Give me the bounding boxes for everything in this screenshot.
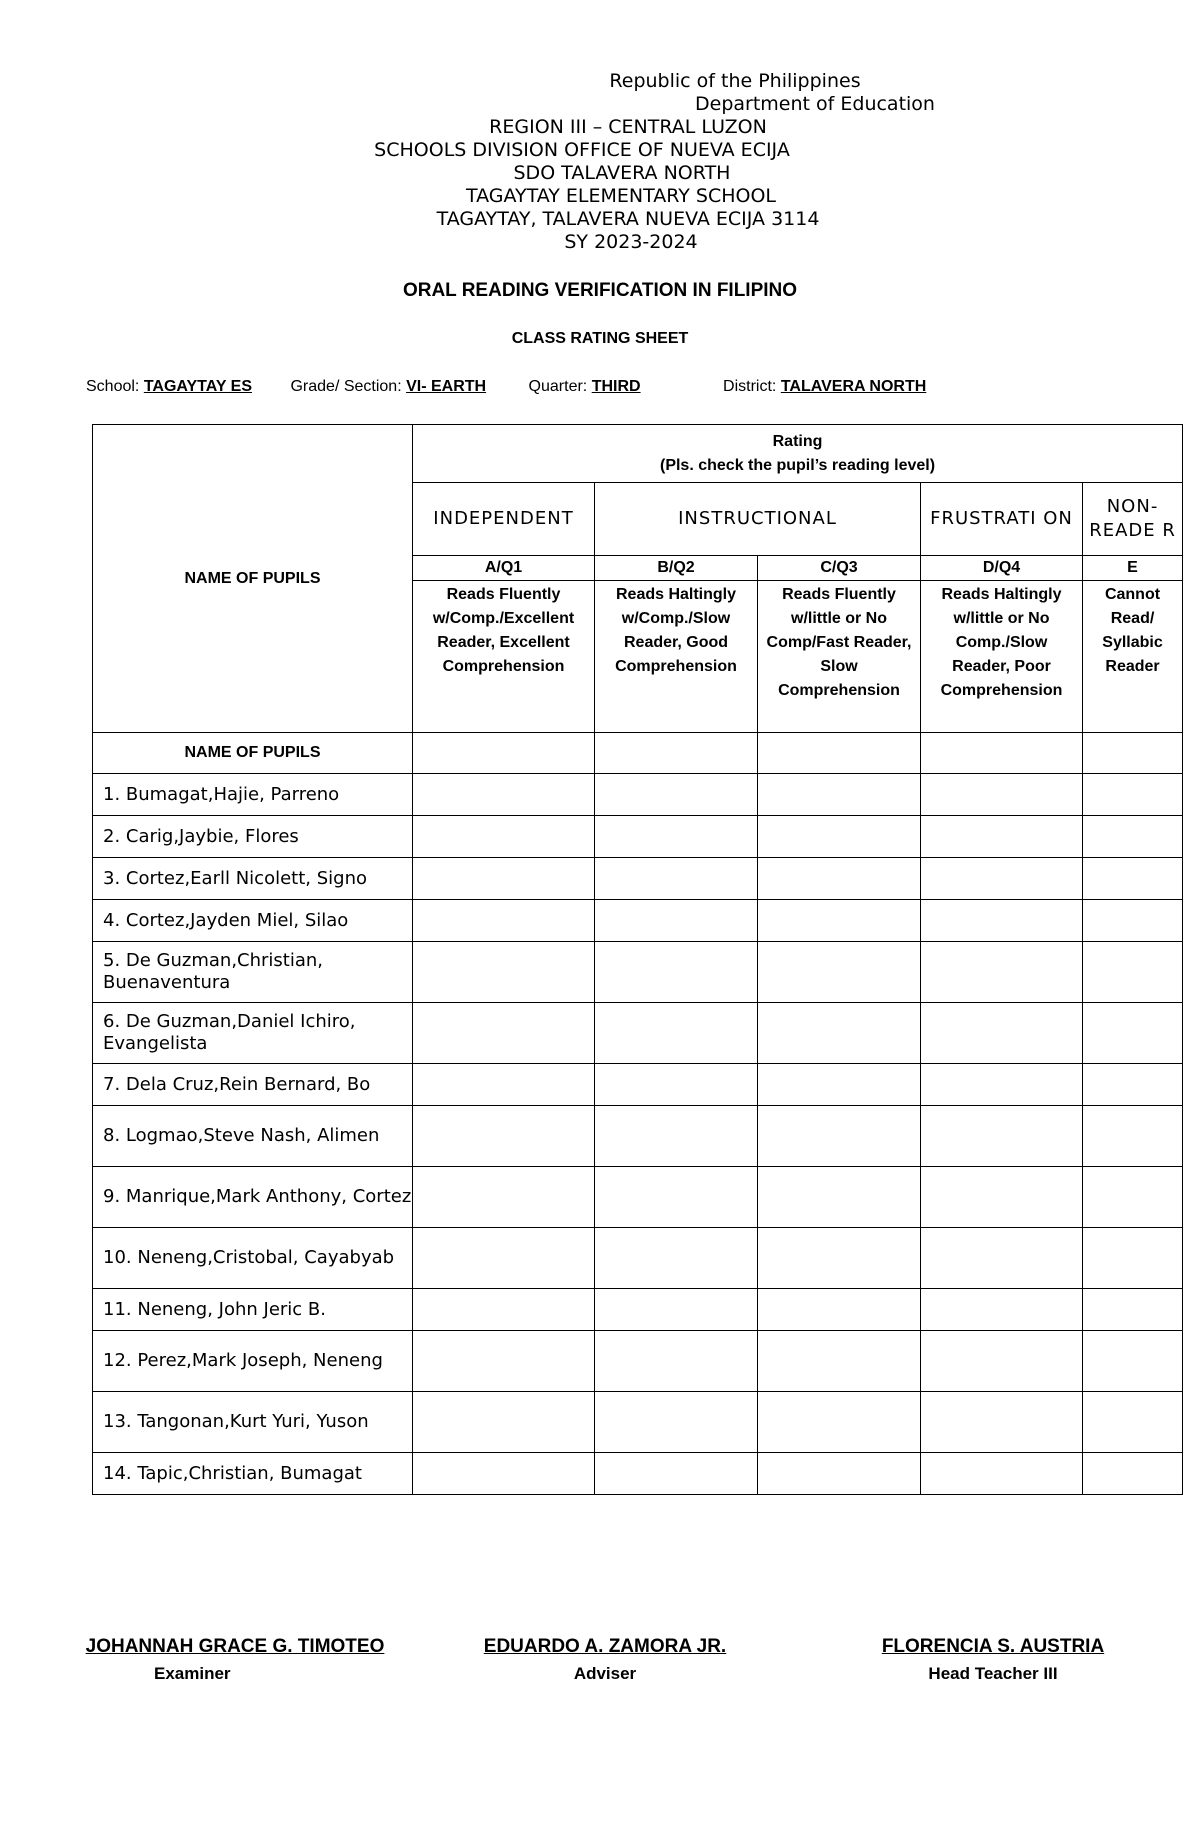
check-cell[interactable]	[595, 1064, 758, 1106]
check-cell[interactable]	[595, 858, 758, 900]
check-cell[interactable]	[595, 1289, 758, 1331]
pupil-row	[93, 942, 1183, 1003]
signatory-role: Head Teacher III	[928, 1664, 1058, 1683]
check-cell[interactable]	[1083, 900, 1183, 942]
check-cell[interactable]	[413, 1453, 595, 1495]
signatory-examiner	[70, 1636, 400, 1684]
check-cell[interactable]	[595, 1167, 758, 1228]
check-cell[interactable]	[921, 900, 1083, 942]
code-c: C/Q3	[758, 556, 921, 581]
check-cell[interactable]	[758, 1167, 921, 1228]
signatory-name: EDUARDO A. ZAMORA JR.	[483, 1636, 727, 1657]
check-cell[interactable]	[413, 900, 595, 942]
check-cell[interactable]	[758, 1289, 921, 1331]
check-cell[interactable]	[921, 1228, 1083, 1289]
check-cell[interactable]	[1083, 1289, 1183, 1331]
check-cell[interactable]	[1083, 1106, 1183, 1167]
pupil-row	[93, 858, 1183, 900]
check-cell[interactable]	[921, 942, 1083, 1003]
check-cell[interactable]	[921, 774, 1083, 816]
check-cell[interactable]	[413, 774, 595, 816]
pupil-name: 8. Logmao,Steve Nash, Alimen	[93, 1106, 413, 1167]
check-cell[interactable]	[595, 900, 758, 942]
check-cell[interactable]	[413, 1331, 595, 1392]
pupil-row	[93, 1003, 1183, 1064]
check-cell[interactable]	[595, 733, 758, 774]
pupil-row	[93, 900, 1183, 942]
header-school-year: SY 2023-2024	[564, 231, 698, 253]
level-instructional: INSTRUCTIONAL	[595, 483, 921, 556]
document-title: ORAL READING VERIFICATION IN FILIPINO	[402, 280, 798, 301]
check-cell[interactable]	[595, 942, 758, 1003]
quarter-label: Quarter:	[528, 378, 588, 395]
check-cell[interactable]	[413, 1289, 595, 1331]
signatory-role: Adviser	[573, 1664, 637, 1683]
pupil-name: 13. Tangonan,Kurt Yuri, Yuson	[93, 1392, 413, 1453]
pupil-name: 2. Carig,Jaybie, Flores	[93, 816, 413, 858]
check-cell[interactable]	[413, 1106, 595, 1167]
pupil-name: 10. Neneng,Cristobal, Cayabyab	[93, 1228, 413, 1289]
check-cell[interactable]	[595, 1003, 758, 1064]
check-cell[interactable]	[1083, 816, 1183, 858]
level-non-reader: NON-READE R	[1083, 483, 1183, 556]
desc-a: Reads Fluently w/Comp./Excellent Reader, Excellent Comprehension	[413, 581, 595, 733]
pupil-name: 7. Dela Cruz,Rein Bernard, Bo	[93, 1064, 413, 1106]
district-label: District:	[723, 378, 777, 395]
pupil-row	[93, 1331, 1183, 1392]
check-cell[interactable]	[921, 1064, 1083, 1106]
desc-e: Cannot Read/ Syllabic Reader	[1083, 581, 1183, 733]
pupil-row	[93, 1106, 1183, 1167]
check-cell[interactable]	[1083, 1064, 1183, 1106]
check-cell[interactable]	[1083, 942, 1183, 1003]
check-cell[interactable]	[921, 1289, 1083, 1331]
check-cell[interactable]	[1083, 774, 1183, 816]
check-cell[interactable]	[1083, 1003, 1183, 1064]
desc-b: Reads Haltingly w/Comp./Slow Reader, Good Comprehension	[595, 581, 758, 733]
check-cell[interactable]	[758, 1453, 921, 1495]
pupil-row	[93, 1167, 1183, 1228]
header-address: TAGAYTAY, TALAVERA NUEVA ECIJA 3114	[436, 208, 820, 230]
code-e: E	[1083, 556, 1183, 581]
pupil-name: 14. Tapic,Christian, Bumagat	[93, 1453, 413, 1495]
pupil-row	[93, 1392, 1183, 1453]
check-cell[interactable]	[1083, 858, 1183, 900]
check-cell[interactable]	[758, 774, 921, 816]
grade-label: Grade/ Section:	[290, 378, 402, 395]
header-sdo: SDO TALAVERA NORTH	[513, 162, 731, 184]
pupil-name: 11. Neneng, John Jeric B.	[93, 1289, 413, 1331]
pupil-row	[93, 774, 1183, 816]
grade-value: VI- EARTH	[406, 378, 487, 395]
pupil-name: 1. Bumagat,Hajie, Parreno	[93, 774, 413, 816]
signatory-name: JOHANNAH GRACE G. TIMOTEO	[85, 1636, 385, 1657]
check-cell[interactable]	[595, 774, 758, 816]
check-cell[interactable]	[921, 858, 1083, 900]
pupil-name: 6. De Guzman,Daniel Ichiro, Evangelista	[93, 1003, 413, 1064]
desc-d: Reads Haltingly w/little or No Comp./Slow Reader, Poor Comprehension	[921, 581, 1083, 733]
signatory-adviser	[440, 1636, 770, 1684]
check-cell[interactable]	[758, 1331, 921, 1392]
check-cell[interactable]	[595, 816, 758, 858]
check-cell[interactable]	[758, 1228, 921, 1289]
header-school: TAGAYTAY ELEMENTARY SCHOOL	[465, 185, 777, 207]
header-region: REGION III – CENTRAL LUZON	[489, 116, 767, 138]
quarter-value: THIRD	[591, 378, 641, 395]
check-cell[interactable]	[921, 816, 1083, 858]
pupil-name: 5. De Guzman,Christian, Buenaventura	[93, 942, 413, 1003]
check-cell[interactable]	[758, 1106, 921, 1167]
check-cell[interactable]	[1083, 1453, 1183, 1495]
pupil-name: 4. Cortez,Jayden Miel, Silao	[93, 900, 413, 942]
desc-c: Reads Fluently w/little or No Comp/Fast Reader, Slow Comprehension	[758, 581, 921, 733]
check-cell[interactable]	[921, 1167, 1083, 1228]
check-cell[interactable]	[595, 1392, 758, 1453]
pupil-list-header: NAME OF PUPILS	[93, 733, 413, 774]
check-cell[interactable]	[758, 900, 921, 942]
rating-label: Rating	[772, 432, 823, 450]
pupil-row	[93, 816, 1183, 858]
check-cell[interactable]	[595, 1106, 758, 1167]
check-cell[interactable]	[1083, 733, 1183, 774]
check-cell[interactable]	[595, 1453, 758, 1495]
header-division: SCHOOLS DIVISION OFFICE OF NUEVA ECIJA	[374, 139, 790, 161]
pupil-row	[93, 1453, 1183, 1495]
check-cell[interactable]	[413, 1003, 595, 1064]
signatory-role: Examiner	[154, 1664, 231, 1683]
code-d: D/Q4	[921, 556, 1083, 581]
check-cell[interactable]	[921, 1392, 1083, 1453]
check-cell[interactable]	[413, 858, 595, 900]
check-cell[interactable]	[1083, 1228, 1183, 1289]
check-cell[interactable]	[758, 1064, 921, 1106]
check-cell[interactable]	[758, 1392, 921, 1453]
check-cell[interactable]	[413, 816, 595, 858]
pupil-row	[93, 1289, 1183, 1331]
code-b: B/Q2	[595, 556, 758, 581]
check-cell[interactable]	[1083, 1167, 1183, 1228]
rating-table	[92, 424, 1183, 1495]
check-cell[interactable]	[758, 942, 921, 1003]
pupil-row	[93, 1228, 1183, 1289]
check-cell[interactable]	[758, 816, 921, 858]
rating-header	[413, 425, 1183, 483]
level-frustration: FRUSTRATI ON	[921, 483, 1083, 556]
check-cell[interactable]	[921, 1331, 1083, 1392]
header-department: Department of Education	[695, 93, 935, 115]
check-cell[interactable]	[413, 942, 595, 1003]
level-independent: INDEPENDENT	[413, 483, 595, 556]
name-of-pupils-header: NAME OF PUPILS	[93, 425, 413, 733]
school-label: School:	[86, 378, 140, 395]
check-cell[interactable]	[413, 733, 595, 774]
check-cell[interactable]	[921, 1106, 1083, 1167]
rating-instruction: (Pls. check the pupil’s reading level)	[659, 456, 936, 474]
check-cell[interactable]	[758, 858, 921, 900]
header-republic: Republic of the Philippines	[609, 70, 861, 92]
pupil-name: 12. Perez,Mark Joseph, Neneng	[93, 1331, 413, 1392]
school-value: TAGAYTAY ES	[143, 378, 253, 395]
pupil-name: 9. Manrique,Mark Anthony, Cortez	[93, 1167, 413, 1228]
check-cell[interactable]	[413, 1064, 595, 1106]
check-cell[interactable]	[413, 1167, 595, 1228]
check-cell[interactable]	[1083, 1392, 1183, 1453]
check-cell[interactable]	[595, 1331, 758, 1392]
code-a: A/Q1	[413, 556, 595, 581]
check-cell[interactable]	[921, 1453, 1083, 1495]
signatory-head-teacher	[828, 1636, 1158, 1684]
check-cell[interactable]	[413, 1228, 595, 1289]
check-cell[interactable]	[413, 1392, 595, 1453]
signatory-name: FLORENCIA S. AUSTRIA	[881, 1636, 1105, 1657]
check-cell[interactable]	[758, 1003, 921, 1064]
document-subtitle: CLASS RATING SHEET	[511, 330, 689, 347]
check-cell[interactable]	[921, 1003, 1083, 1064]
pupil-row	[93, 1064, 1183, 1106]
check-cell[interactable]	[758, 733, 921, 774]
info-line	[86, 378, 926, 396]
check-cell[interactable]	[921, 733, 1083, 774]
check-cell[interactable]	[595, 1228, 758, 1289]
district-value: TALAVERA NORTH	[780, 378, 927, 395]
pupil-name: 3. Cortez,Earll Nicolett, Signo	[93, 858, 413, 900]
check-cell[interactable]	[1083, 1331, 1183, 1392]
